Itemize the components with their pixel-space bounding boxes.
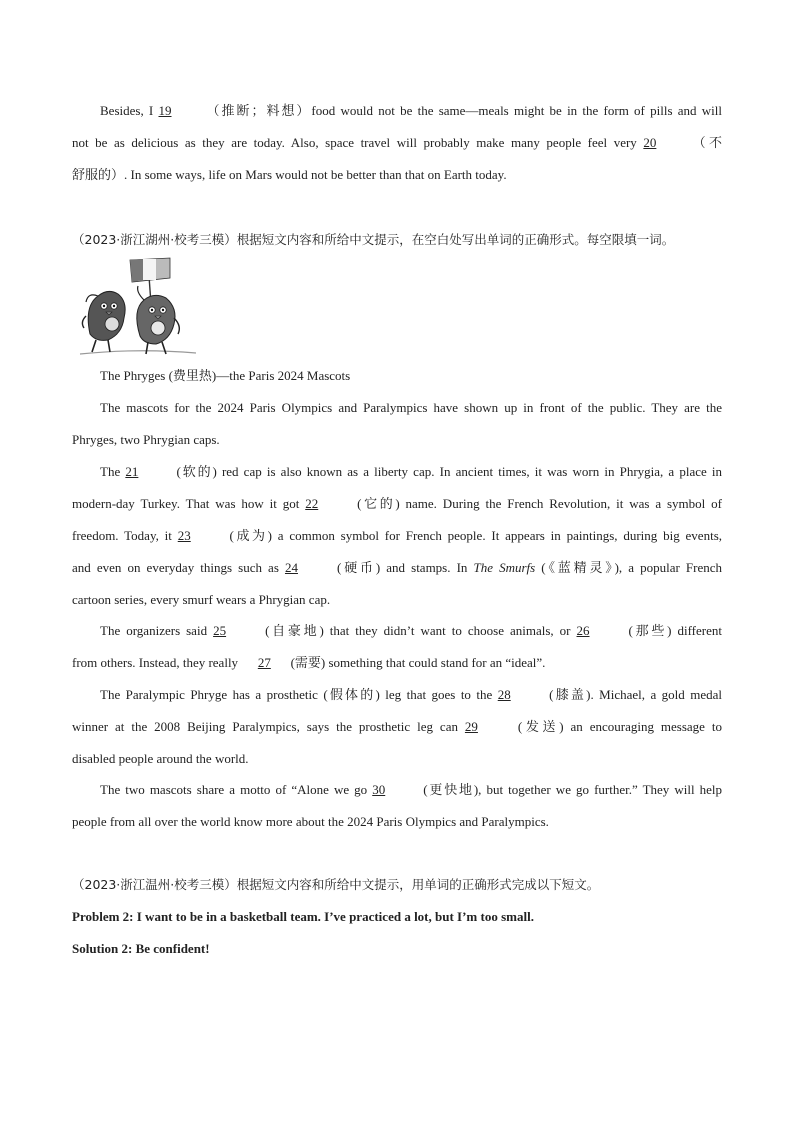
text: (膝盖). Michael, a gold medal — [543, 687, 722, 702]
p1-line2: Phryges, two Phrygian caps. — [72, 432, 220, 447]
p1-line1: The mascots for the 2024 Paris Olympics and Paralympics have shown up in front of the public. They are the — [100, 400, 722, 415]
answer-blank-30[interactable]: 30 — [372, 782, 386, 797]
answer-blank-25[interactable]: 25 — [213, 623, 227, 638]
p3-line1 — [100, 623, 722, 639]
text: Besides, I — [100, 103, 159, 118]
text: （推断；料想）food would not be the same—meals might be in the form of pills and will — [204, 103, 722, 118]
p4-line1 — [100, 687, 722, 703]
left-mascot — [82, 291, 125, 352]
text: (需要) something that could stand for an “ideal”. — [287, 655, 546, 670]
p3-line2 — [72, 655, 722, 671]
text: (硬币) and stamps. In — [330, 560, 474, 575]
answer-blank-22[interactable]: 22 — [305, 496, 319, 511]
problem-2: Problem 2: I want to be in a basketball team. I’ve practiced a lot, but I’m too small. — [72, 909, 534, 924]
right-mascot — [130, 258, 179, 354]
p4-line3: disabled people around the world. — [72, 751, 249, 766]
answer-blank-21[interactable]: 21 — [125, 464, 139, 479]
book-title-smurfs: The Smurfs — [473, 560, 536, 575]
p2-line5: cartoon series, every smurf wears a Phrygian cap. — [72, 592, 331, 607]
p4-line2 — [72, 719, 722, 735]
text: The Paralympic Phryge has a prosthetic (假体的) leg that goes to the — [100, 687, 498, 702]
p2-line1 — [100, 464, 722, 480]
text: not be as delicious as they are today. Also, space travel will probably make many people feel very — [72, 135, 644, 150]
p2-line4 — [72, 560, 722, 576]
text: (软的) red cap is also known as a liberty cap. In ancient times, it was worn in Phrygia, a place in — [171, 464, 722, 479]
answer-blank-20[interactable]: 20 — [643, 135, 657, 150]
text: freedom. Today, it — [72, 528, 178, 543]
passage-title: The Phryges (费里热)—the Paris 2024 Mascots — [100, 368, 351, 383]
passage1-line3: 舒服的）. In some ways, life on Mars would not be better than that on Earth today. — [72, 167, 507, 182]
text: The two mascots share a motto of “Alone we go — [100, 782, 373, 797]
mascots-illustration — [78, 256, 198, 358]
answer-blank-28[interactable]: 28 — [497, 687, 511, 702]
answer-blank-24[interactable]: 24 — [284, 560, 298, 575]
text: (更快地), but together we go further.” They will help — [418, 782, 723, 797]
text: (成为) a common symbol for French people. It appears in paintings, during big events, — [223, 528, 722, 543]
text: modern-day Turkey. That was how it got — [72, 496, 306, 511]
text: and even on everyday things such as — [72, 560, 285, 575]
p2-line2 — [72, 496, 722, 512]
p5-line1 — [100, 782, 722, 798]
answer-blank-26[interactable]: 26 — [576, 623, 590, 638]
answer-blank-29[interactable]: 29 — [464, 719, 478, 734]
p5-line2: people from all over the world know more about the 2024 Paris Olympics and Paralympics. — [72, 814, 549, 829]
passage1-line2 — [72, 135, 722, 151]
p2-line3 — [72, 528, 722, 544]
text: (发送) an encouraging message to — [510, 719, 722, 734]
task2-header: （2023·浙江湖州·校考三模）根据短文内容和所给中文提示，在空白处写出单词的正确形式。每空限填一词。 — [72, 232, 675, 247]
text: （不 — [689, 135, 722, 150]
text: (那些) different — [622, 623, 722, 638]
text: The — [100, 464, 126, 479]
text: (自豪地) that they didn’t want to choose animals, or — [259, 623, 577, 638]
answer-blank-19[interactable]: 19 — [158, 103, 172, 118]
answer-blank-27[interactable]: 27 — [257, 655, 271, 670]
text: from others. Instead, they really — [72, 655, 242, 670]
text: (《蓝精灵》), a popular French — [535, 560, 723, 575]
answer-blank-23[interactable]: 23 — [177, 528, 191, 543]
text: (它的) name. During the French Revolution, it was a symbol of — [351, 496, 722, 511]
solution-2: Solution 2: Be confident! — [72, 941, 210, 956]
task3-header: （2023·浙江温州·校考三模）根据短文内容和所给中文提示，用单词的正确形式完成以下短文。 — [72, 877, 600, 892]
text: winner at the 2008 Beijing Paralympics, says the prosthetic leg can — [72, 719, 465, 734]
passage1-line1 — [100, 103, 722, 119]
text: The organizers said — [100, 623, 214, 638]
